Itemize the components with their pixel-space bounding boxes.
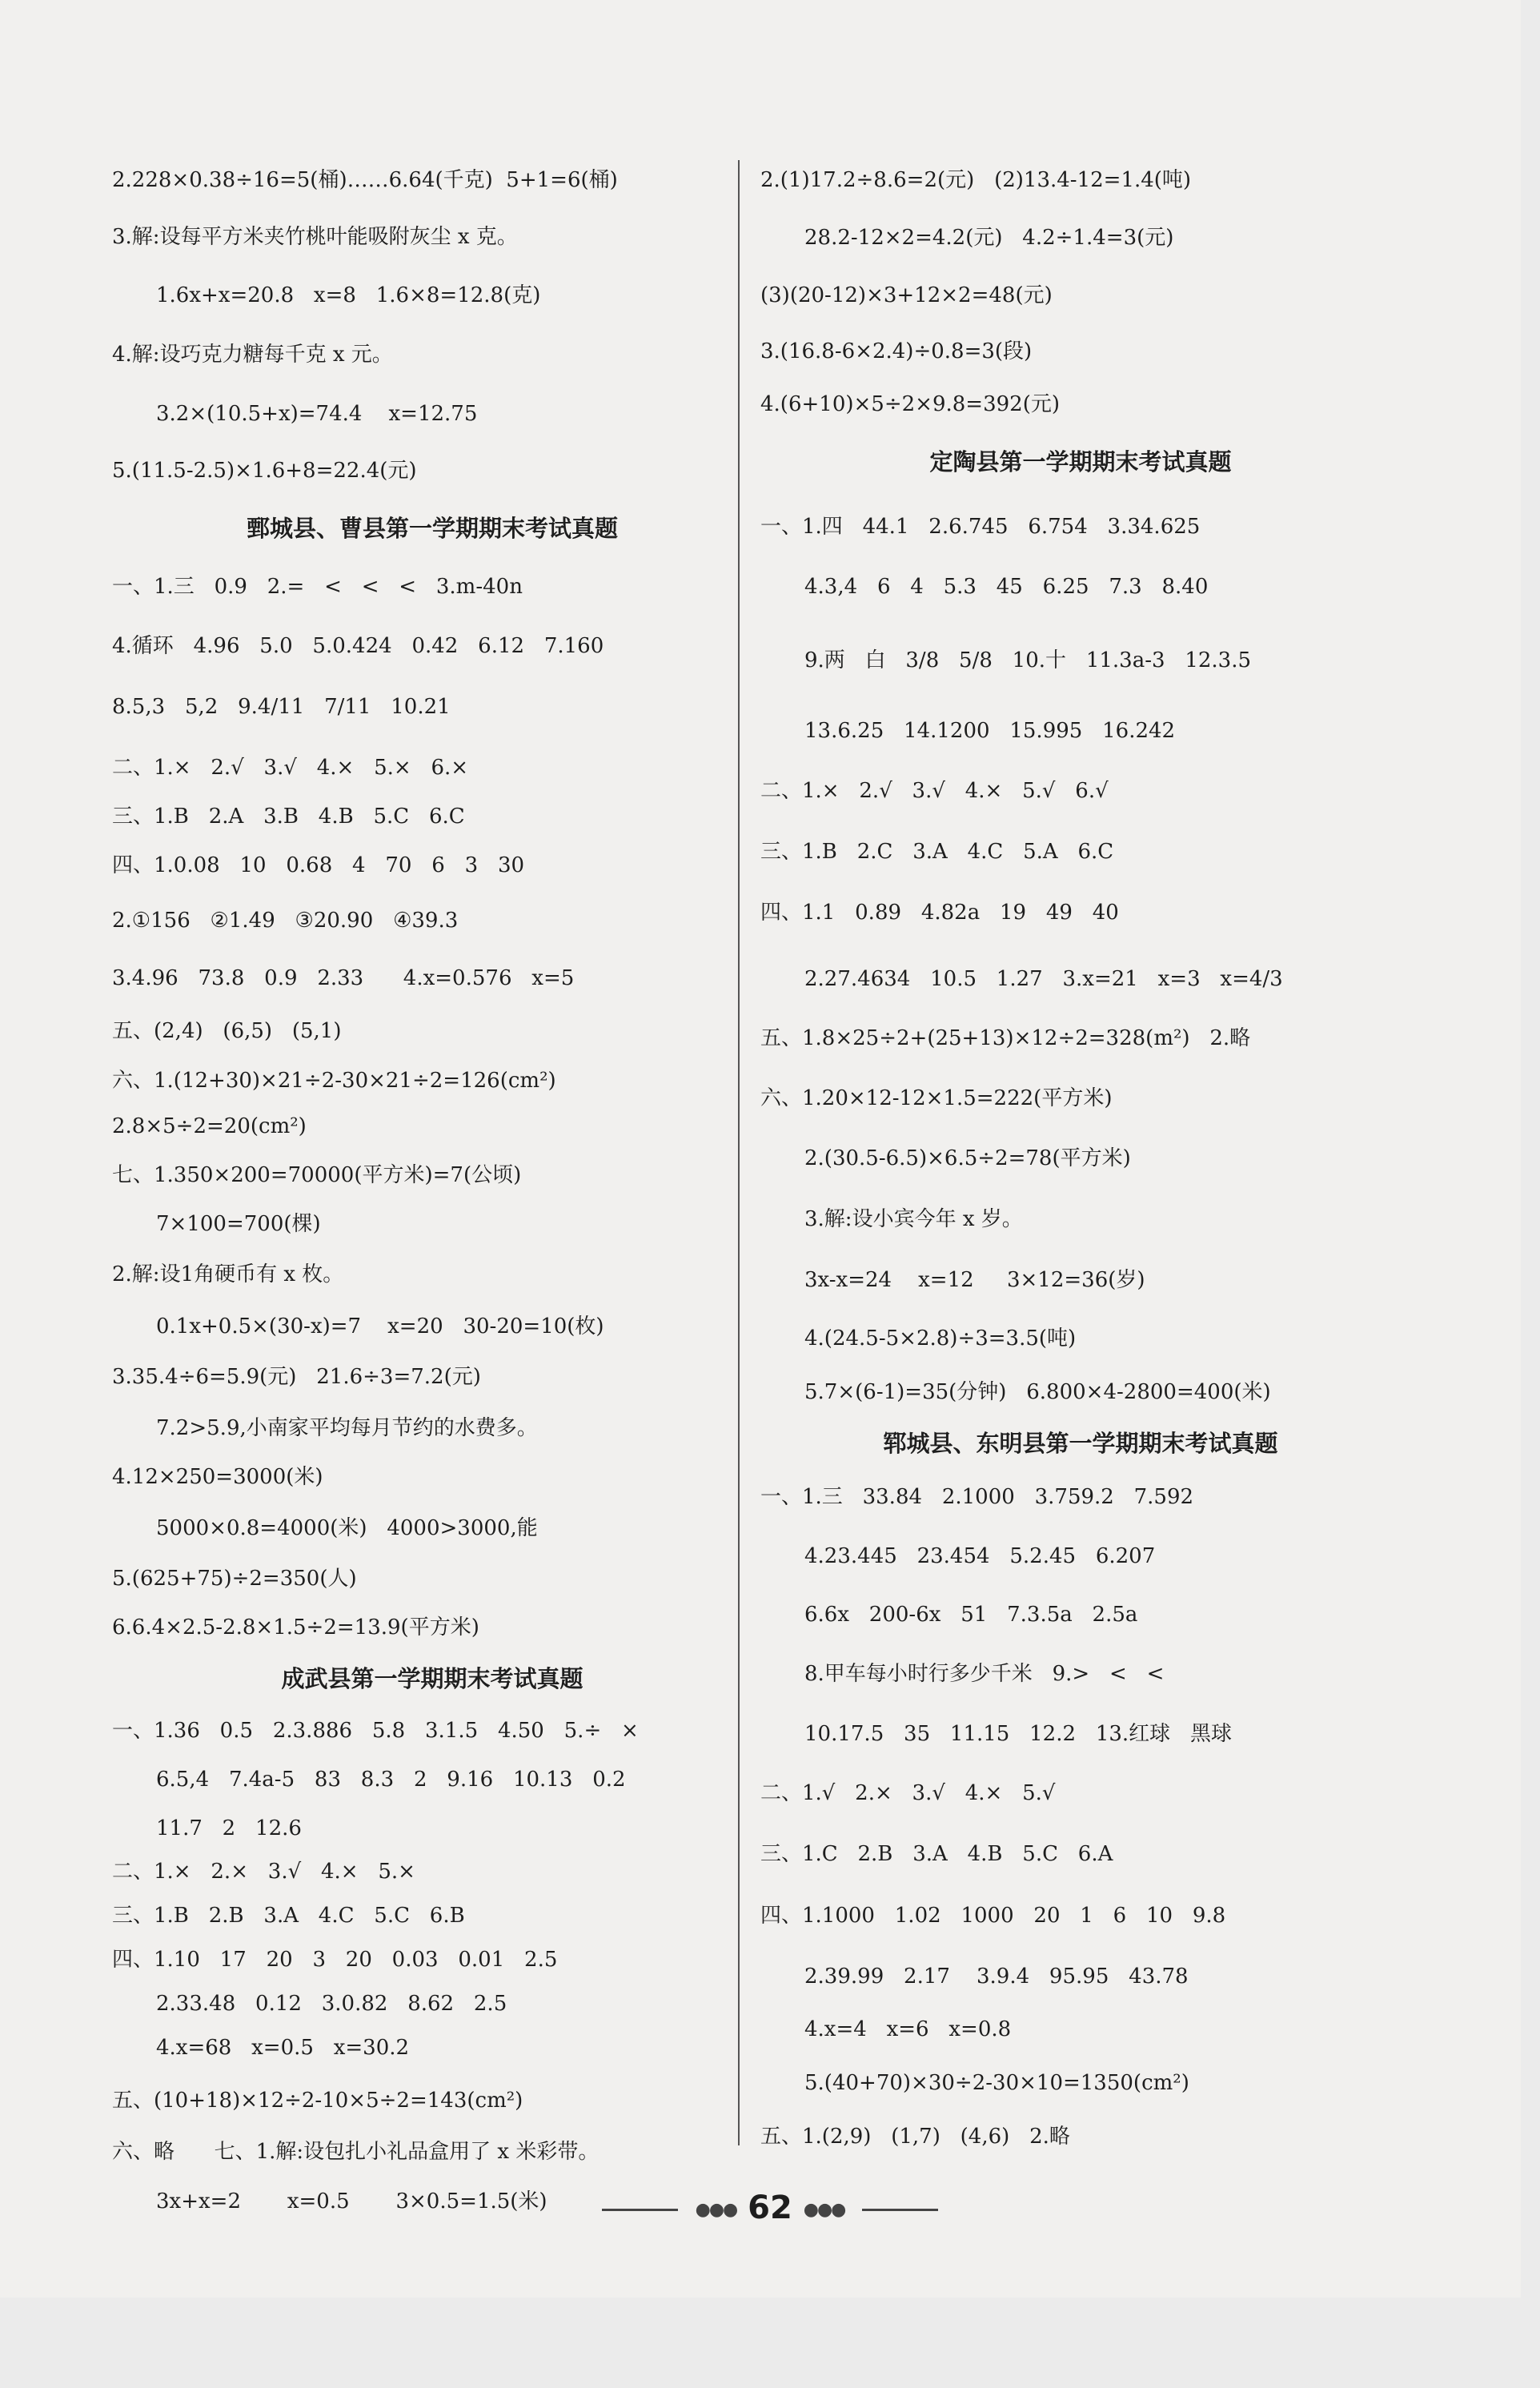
answer-line: 7×100=700(棵) — [156, 1212, 321, 1236]
answer-line: 9.两 白 3/8 5/8 10.十 11.3a-3 12.3.5 — [804, 648, 1252, 672]
answer-line: 二、1.× 2.√ 3.√ 4.× 5.√ 6.√ — [760, 779, 1109, 803]
answer-line: 2.27.4634 10.5 1.27 3.x=21 x=3 x=4/3 — [804, 967, 1283, 991]
answer-line: 一、1.三 33.84 2.1000 3.759.2 7.592 — [760, 1485, 1194, 1509]
answer-line: 五、(10+18)×12÷2-10×5÷2=143(cm²) — [112, 2089, 523, 2113]
answer-line: 4.x=68 x=0.5 x=30.2 — [156, 2036, 410, 2060]
answer-line: 3x-x=24 x=12 3×12=36(岁) — [804, 1268, 1145, 1292]
answer-line: 六、1.20×12-12×1.5=222(平方米) — [760, 1086, 1113, 1110]
column-divider — [738, 160, 740, 2145]
answer-line: 2.①156 ②1.49 ③20.90 ④39.3 — [112, 909, 459, 933]
answer-line: 3.解:设每平方米夹竹桃叶能吸附灰尘 x 克。 — [112, 225, 518, 249]
answer-line: 3.(16.8-6×2.4)÷0.8=3(段) — [760, 339, 1033, 363]
answer-line: 5.7×(6-1)=35(分钟) 6.800×4-2800=400(米) — [804, 1380, 1271, 1404]
answer-line: 3x+x=2 x=0.5 3×0.5=1.5(米) — [156, 2189, 547, 2213]
answer-line: 2.39.99 2.17 3.9.4 95.95 43.78 — [804, 1965, 1189, 1989]
answer-line: 4.解:设巧克力糖每千克 x 元。 — [112, 343, 393, 367]
answer-line: 1.6x+x=20.8 x=8 1.6×8=12.8(克) — [156, 283, 541, 307]
answer-line: 四、1.1000 1.02 1000 20 1 6 10 9.8 — [760, 1904, 1226, 1928]
answer-line: 28.2-12×2=4.2(元) 4.2÷1.4=3(元) — [804, 226, 1174, 250]
page-footer — [0, 2189, 1540, 2226]
answer-line: 4.(6+10)×5÷2×9.8=392(元) — [760, 392, 1060, 416]
answer-line: 3.解:设小宾今年 x 岁。 — [804, 1207, 1023, 1231]
section-heading: 鄄城县、曹县第一学期期末考试真题 — [246, 515, 618, 542]
answer-line: 三、1.B 2.A 3.B 4.B 5.C 6.C — [112, 805, 465, 829]
answer-line: 2.228×0.38÷16=5(桶)……6.64(千克) 5+1=6(桶) — [112, 168, 618, 192]
footer-ornament-line — [602, 2209, 678, 2211]
answer-line: 五、1.8×25÷2+(25+13)×12÷2=328(m²) 2.略 — [760, 1026, 1251, 1050]
answer-line: 2.8×5÷2=20(cm²) — [112, 1114, 307, 1138]
answer-line: 6.6x 200-6x 51 7.3.5a 2.5a — [804, 1603, 1138, 1627]
footer-ornament-line — [862, 2209, 938, 2211]
answer-line: 四、1.1 0.89 4.82a 19 49 40 — [760, 901, 1119, 925]
answer-line: 2.33.48 0.12 3.0.82 8.62 2.5 — [156, 1992, 507, 2016]
answer-line: 五、1.(2,9) (1,7) (4,6) 2.略 — [760, 2125, 1070, 2149]
answer-line: 8.甲车每小时行多少千米 9.> < < — [804, 1662, 1165, 1686]
answer-line: 五、(2,4) (6,5) (5,1) — [112, 1019, 342, 1043]
answer-line: 4.12×250=3000(米) — [112, 1465, 323, 1489]
answer-line: 3.2×(10.5+x)=74.4 x=12.75 — [156, 402, 478, 426]
answer-line: 三、1.B 2.B 3.A 4.C 5.C 6.B — [112, 1904, 465, 1928]
page-number: 62 — [748, 2189, 792, 2226]
answer-line: 4.23.445 23.454 5.2.45 6.207 — [804, 1544, 1156, 1568]
answer-line: 二、1.× 2.× 3.√ 4.× 5.× — [112, 1860, 415, 1884]
answer-line: 8.5,3 5,2 9.4/11 7/11 10.21 — [112, 695, 451, 719]
section-heading: 成武县第一学期期末考试真题 — [281, 1665, 584, 1692]
answer-line: 3.35.4÷6=5.9(元) 21.6÷3=7.2(元) — [112, 1365, 481, 1389]
answer-line: (3)(20-12)×3+12×2=48(元) — [760, 283, 1053, 307]
answer-line: 二、1.√ 2.× 3.√ 4.× 5.√ — [760, 1781, 1056, 1805]
answer-line: 11.7 2 12.6 — [156, 1816, 302, 1840]
answer-line: 2.(1)17.2÷8.6=2(元) (2)13.4-12=1.4(吨) — [760, 168, 1192, 192]
answer-line: 5.(40+70)×30÷2-30×10=1350(cm²) — [804, 2071, 1189, 2095]
answer-line: 6.6.4×2.5-2.8×1.5÷2=13.9(平方米) — [112, 1615, 479, 1639]
answer-line: 0.1x+0.5×(30-x)=7 x=20 30-20=10(枚) — [156, 1314, 604, 1338]
answer-line: 一、1.三 0.9 2.= < < < 3.m-40n — [112, 575, 523, 599]
answer-line: 一、1.四 44.1 2.6.745 6.754 3.34.625 — [760, 515, 1201, 539]
answer-line: 5.(625+75)÷2=350(人) — [112, 1567, 357, 1591]
answer-line: 5.(11.5-2.5)×1.6+8=22.4(元) — [112, 459, 417, 483]
answer-line: 4.(24.5-5×2.8)÷3=3.5(吨) — [804, 1326, 1077, 1351]
answer-line: 六、略 七、1.解:设包扎小礼品盒用了 x 米彩带。 — [112, 2140, 600, 2164]
answer-line: 7.2>5.9,小南家平均每月节约的水费多。 — [156, 1416, 538, 1440]
answer-line: 三、1.B 2.C 3.A 4.C 5.A 6.C — [760, 840, 1114, 864]
answer-line: 六、1.(12+30)×21÷2-30×21÷2=126(cm²) — [112, 1069, 556, 1093]
answer-line: 4.循环 4.96 5.0 5.0.424 0.42 6.12 7.160 — [112, 634, 604, 658]
footer-dots-icon: ●●● — [803, 2199, 845, 2220]
answer-line: 2.解:设1角硬币有 x 枚。 — [112, 1262, 344, 1286]
answer-line: 6.5,4 7.4a-5 83 8.3 2 9.16 10.13 0.2 — [156, 1768, 626, 1792]
answer-line: 4.x=4 x=6 x=0.8 — [804, 2017, 1012, 2041]
answer-line: 10.17.5 35 11.15 12.2 13.红球 黑球 — [804, 1722, 1232, 1746]
answer-line: 三、1.C 2.B 3.A 4.B 5.C 6.A — [760, 1842, 1113, 1866]
answer-line: 3.4.96 73.8 0.9 2.33 4.x=0.576 x=5 — [112, 966, 575, 990]
answer-line: 四、1.10 17 20 3 20 0.03 0.01 2.5 — [112, 1948, 558, 1972]
answer-line: 二、1.× 2.√ 3.√ 4.× 5.× 6.× — [112, 756, 469, 780]
answer-line: 一、1.36 0.5 2.3.886 5.8 3.1.5 4.50 5.÷ × — [112, 1719, 639, 1743]
answer-line: 四、1.0.08 10 0.68 4 70 6 3 30 — [112, 853, 525, 877]
answer-line: 七、1.350×200=70000(平方米)=7(公顷) — [112, 1163, 522, 1187]
answer-line: 13.6.25 14.1200 15.995 16.242 — [804, 719, 1176, 743]
answer-line: 5000×0.8=4000(米) 4000>3000,能 — [156, 1516, 538, 1540]
section-heading: 郓城县、东明县第一学期期末考试真题 — [883, 1430, 1278, 1457]
section-heading: 定陶县第一学期期末考试真题 — [929, 448, 1232, 476]
answer-line: 2.(30.5-6.5)×6.5÷2=78(平方米) — [804, 1146, 1131, 1170]
footer-dots-icon: ●●● — [695, 2199, 737, 2220]
answer-line: 4.3,4 6 4 5.3 45 6.25 7.3 8.40 — [804, 575, 1209, 599]
